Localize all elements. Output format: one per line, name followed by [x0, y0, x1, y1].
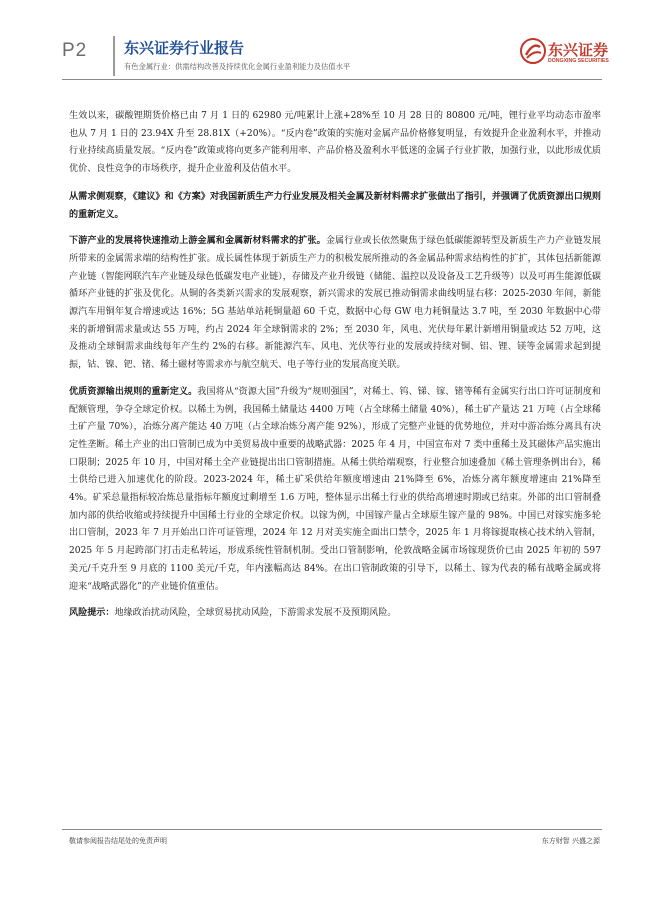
logo-text-en: DONGXING SECURITIES — [548, 58, 609, 64]
footer-rule — [62, 829, 602, 830]
risk-text: 地缘政治扰动风险，全球贸易扰动风险，下游需求发展不及预期风险。 — [114, 608, 397, 619]
paragraph-resource-rules-text: 我国将从“资源大国”升级为“规则强国”，对稀土、钨、锑、镓、锗等稀有金属实行出口许可证制度和配额管理，争夺全球定价权。以稀土为例，我国稀土储量达 4400 万吨（占全球稀土储量 40%），稀土矿产量达 21 万吨（占全球稀土矿产量 70%），冶炼分离产能达 40 万吨（占全球冶炼分离产能 92%），形成了完整产业链的优势地位，并对中游冶炼分离具有决定性垄断。稀土产业的出口管制已成为中美贸易战中重要的战略武器：2025 年 4 月，中国宣布对 7 类中重稀土及其磁体产品实施出口限制；2025 年 10 月，中国对稀土全产业链提出出口管制措施。从稀土供给端观察，行业整合加速叠加《稀土管理条例出台》，稀土供给已进入加速优化的阶段。2023-2024 年，稀土矿采供给年额度增速由 21%降至 6%，冶炼分离年额度增速由 21%降至 4%。矿采总量指标较冶炼总量指标年额度过剩增至 1.6 万吨，整体显示出稀土行业的供给高增速时期或已结束。外部的出口管制叠加内部的供给收缩或持续提升中国稀土行业的全球定价权。以镓为例，中国镓产量占全球原生镓产量的 98%。中国已对镓实施多轮出口管制，2023 年 7 月开始出口许可证管理，2024 年 12 月对美实施全面出口禁令，2025 年 1 月将镓提取核心技术纳入管制，2025 年 5 月起跨部门打击走私转运，形成系统性管制机制。受出口管制影响，伦敦战略金属市场镓现货价已由 2025 年初的 597 美元/千克升至 9 月底的 1100 美元/千克，年内涨幅高达 84%。在出口管制政策的引导下，以稀土、镓为代表的稀有战略金属或将迎来“战略武器化”的产业链价值重估。 — [69, 386, 601, 592]
report-subtitle: 有色金属行业：供需结构改善及持续优化金属行业盈利能力及估值水平 — [124, 62, 351, 71]
paragraph-resource-rules-lead: 优质资源输出规则的重新定义。 — [69, 385, 198, 397]
logo-mark-icon — [520, 38, 546, 64]
paragraph-downstream — [69, 232, 601, 375]
logo-text-cn: 东兴证券 — [548, 41, 609, 59]
footer-slogan: 东方财智 兴盛之源 — [541, 837, 600, 845]
header-rule — [62, 79, 602, 80]
paragraph-risk — [69, 604, 601, 623]
paragraph-lithium: 生效以来，碳酸锂期货价格已由 7 月 1 日的 62980 元/吨累计上涨+28%至 10 月 28 日的 80800 元/吨，锂行业平均动态市盈率也从 7 月 1 日的 23.94X 升至 28.81X（+20%）。“反内卷”政策的实施对金属产品价格修复明显，有效提升企业盈利水平，并推动行业持续高质量发展。“反内卷”政策或将向更多产能利用率、产品价格及盈利水平低迷的金属子行业扩散，加强行业，以此形成优质优价、良性竞争的市场秩序，提升企业盈利及估值水平。 — [69, 111, 601, 175]
paragraph-downstream-lead: 下游产业的发展将快速推动上游金属和金属新材料需求的扩张。 — [69, 235, 326, 247]
report-title: 东兴证券行业报告 — [124, 39, 245, 57]
page-number: P2 — [62, 40, 88, 61]
paragraph-downstream-text: 金属行业或长依然聚焦于绿色低碳能源转型及新质生产力产业链发展所带来的金属需求端的结构性扩张。成长属性体现于新质生产力的积极发展所推动的各金属品种需求结构性的扩扩，其体包括新能源产业链（智能网联汽车产业链及绿色低碳发电产业链），存储及产业升级链（储能、温控以及设备及工艺升级等）以及可再生能源低碳循环产业链的扩张及优化。从铜的各类新兴需求的发展观察，新兴需求的发展已推动铜需求曲线明显右移：2025-2030 年间，新能源汽车用铜年复合增速或达 16%；5G 基站单站耗铜量超 60 千克，数据中心每 GW 电力耗铜量达 3.7 吨，至 2030 年数据中心带来的新增铜需求量或达 55 万吨，约占 2024 年全球铜需求的 2%；至 2030 年，风电、光伏每年累计新增用铜量或达 52 万吨，这及推动全球铜需求曲线每年产生约 2%的右移。新能源汽车、风电、光伏等行业的发展或持续对铜、铝、锂、镁等金属需求起到提振，钴、镍、钯、锗、稀土磁材等需求亦与航空航天、电子等行业的发展高度关联。 — [69, 236, 601, 371]
header-divider — [113, 36, 115, 76]
paragraph-demand-summary: 从需求侧观察，《建议》和《方案》对我国新质生产力行业发展及相关金属及新材料需求扩张做出了指引，并强调了优质资源出口规则的重新定义。 — [69, 190, 601, 220]
paragraph-resource-rules — [69, 383, 601, 596]
risk-label: 风险提示： — [69, 607, 115, 619]
footer-disclaimer: 敬请参阅报告结尾处的免责声明 — [69, 837, 167, 845]
report-body — [69, 108, 601, 623]
company-logo — [520, 36, 612, 74]
